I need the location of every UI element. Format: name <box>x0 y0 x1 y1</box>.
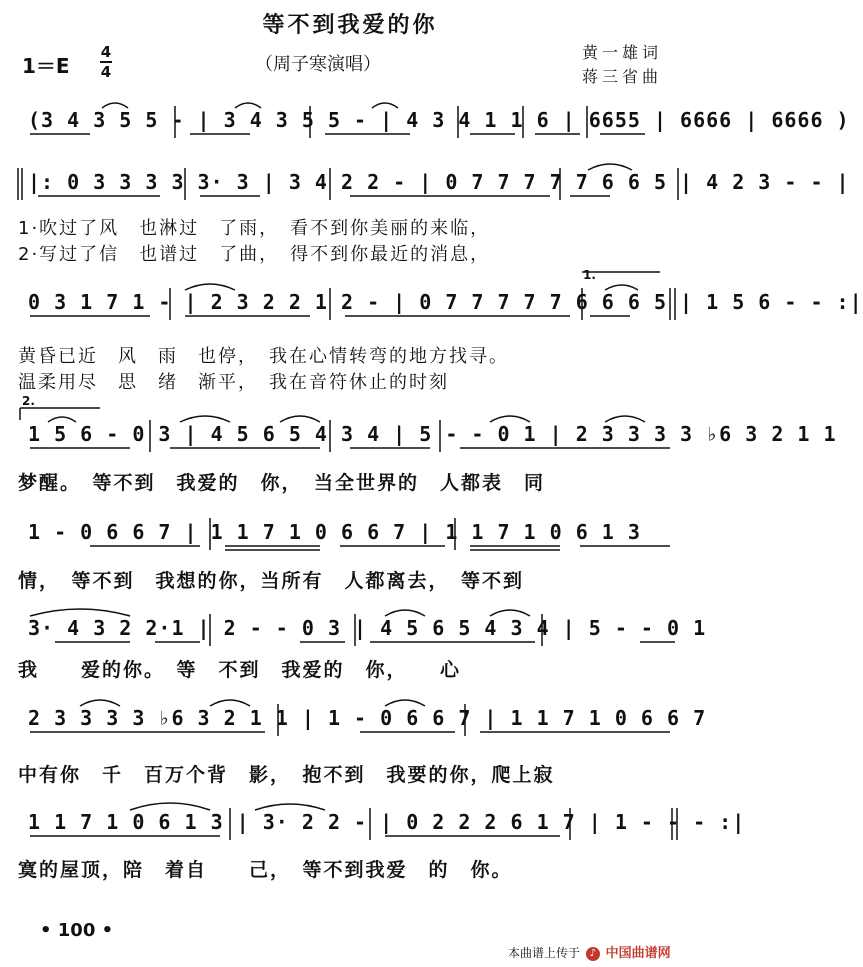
composer-credit: 蒋三省曲 <box>582 67 663 86</box>
volta-2: 2. <box>22 394 35 408</box>
staff-notes: 1 1 7 1 0 6 1 3 | 3· 2 2 - | 0 2 2 2 6 1 7 | 1 - - - :| <box>28 810 746 834</box>
lyric-line: 梦醒。 等不到 我爱的 你， 当全世界的 人都表 同 <box>18 472 546 494</box>
staff-notes: 1 - 0 6 6 7 | 1 1 7 1 0 6 6 7 | 1 1 7 1 0 6 1 3 <box>28 520 641 544</box>
staff-line <box>10 414 837 458</box>
staff-line <box>10 802 746 846</box>
staff-line <box>10 608 707 652</box>
key-signature: 1＝E <box>22 54 70 78</box>
time-top: 4 <box>100 43 112 61</box>
staff-line <box>10 512 680 556</box>
lyric-line: 温柔用尽 思 绪 渐平， 我在音符休止的时刻 <box>18 372 449 393</box>
lyric-line: 1·吹过了风 也淋过 了雨， 看不到你美丽的来临， <box>18 218 491 239</box>
lyric-line: 2·写过了信 也谱过 了曲， 得不到你最近的消息， <box>18 244 491 265</box>
staff-notes: |: 0 3 3 3 3 3· 3 | 3 4 2 2 - | 0 7 7 7 7 7 6 6 5 | 4 2 3 - - | <box>28 170 850 194</box>
staff-notes: 1 5 6 - 0 3 | 4 5 6 5 4 3 4 | 5 - - 0 1 | 2 3 3 3 3 ♭6 3 2 1 1 <box>28 422 837 446</box>
lyric-line: 我 爱的你。 等 不到 我爱的 你， 心 <box>18 659 462 681</box>
footer-watermark <box>508 942 671 961</box>
page-number: • 100 • <box>40 920 114 941</box>
lyric-line: 中有你 千 百万个背 影， 抱不到 我要的你，爬上寂 <box>18 764 555 786</box>
singer: （周子寒演唱） <box>255 54 381 75</box>
site-logo-icon: ♪ <box>586 947 600 961</box>
lyric-line: 寞的屋顶，陪 着自 己， 等不到我爱 的 你。 <box>18 859 513 881</box>
lyricist-credit: 黄一雄词 <box>582 43 663 62</box>
lyric-line: 黄昏已近 风 雨 也停， 我在心情转弯的地方找寻。 <box>18 346 509 367</box>
staff-line <box>10 100 850 144</box>
time-signature <box>100 44 112 80</box>
song-title: 等不到我爱的你 <box>262 13 438 38</box>
footer-brand: 中国曲谱网 <box>605 946 671 961</box>
staff-line <box>10 698 707 742</box>
staff-line <box>10 162 850 206</box>
staff-notes: 3· 4 3 2 2·1 | 2 - - 0 3 | 4 5 6 5 4 3 4 | 5 - - 0 1 <box>28 616 707 640</box>
staff-notes: (3 4 3 5 5 - | 3 4 3 5 5 - | 4 3 4 1 1 6 | 6655 | 6666 | 6666 ) <box>28 108 850 132</box>
time-bottom: 4 <box>100 63 112 81</box>
staff-notes: 2 3 3 3 3 ♭6 3 2 1 1 | 1 - 0 6 6 7 | 1 1 7 1 0 6 6 7 <box>28 706 707 730</box>
footer-prefix: 本曲谱上传于 <box>508 946 581 960</box>
staff-notes: 0 3 1 7 1 - | 2 3 2 2 1 2 - | 0 7 7 7 7 7 6 6 6 5 | 1 5 6 - - :| <box>28 290 863 314</box>
volta-1: 1. <box>583 268 596 282</box>
lyric-line: 情， 等不到 我想的你，当所有 人都离去， 等不到 <box>18 570 525 592</box>
staff-line <box>10 282 863 326</box>
